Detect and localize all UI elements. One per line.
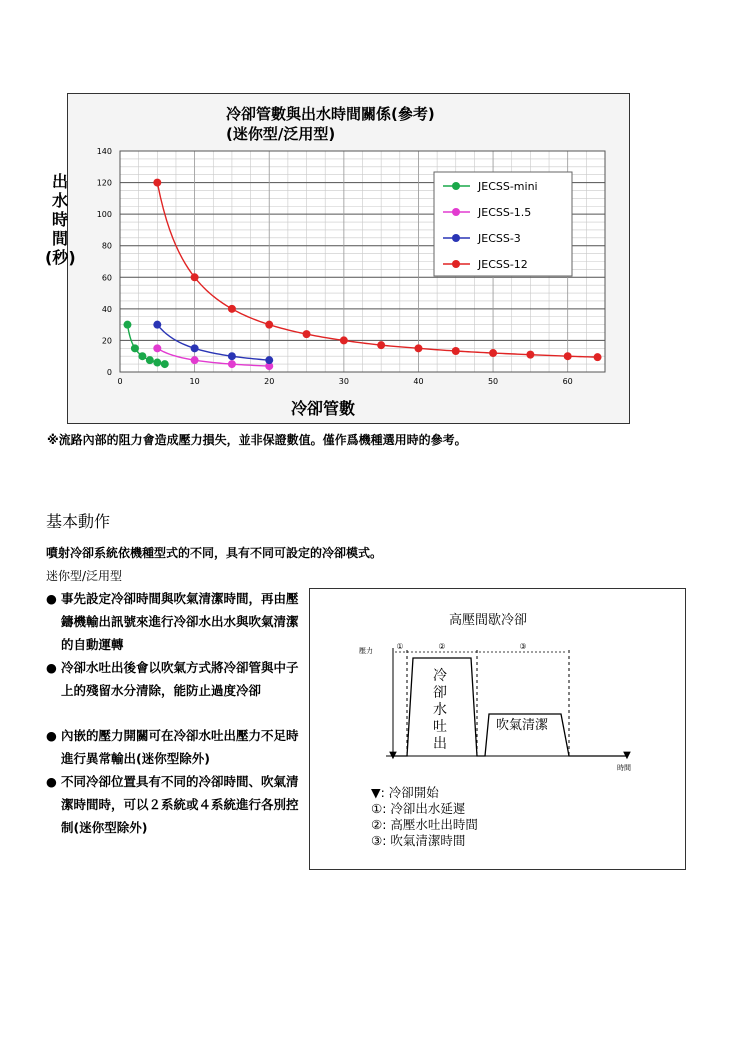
- legend-mark: ②: [371, 817, 383, 832]
- x-tick-label: 0: [117, 377, 123, 386]
- chart-subtitle: (迷你型/泛用型): [226, 125, 336, 143]
- data-point: [131, 344, 139, 352]
- legend-mark: ▼: [371, 785, 381, 800]
- bullet-icon: ●: [46, 728, 57, 743]
- diagram-x-label: 時間: [617, 764, 631, 772]
- data-point: [228, 305, 236, 313]
- legend-text: : 冷卻開始: [380, 785, 439, 800]
- phase-label-3: ③: [519, 642, 527, 651]
- subtype-label: 迷你型/泛用型: [46, 569, 123, 583]
- intro-text: 噴射冷卻系統依機種型式的不同，具有不同可設定的冷卻模式。: [46, 546, 383, 560]
- legend-swatch-dot: [452, 182, 460, 190]
- y-tick-label: 40: [101, 304, 112, 314]
- data-point: [191, 356, 199, 364]
- chart-note: ※流路內部的阻力會造成壓力損失，並非保證數值。僅作爲機種選用時的參考。: [47, 433, 467, 447]
- data-point: [594, 353, 602, 361]
- legend-text: : 冷卻出水延遲: [382, 801, 466, 816]
- diagram-title: 高壓間歇冷卻: [449, 613, 528, 628]
- x-axis-label: 冷卻管數: [290, 399, 356, 418]
- bullet-text: 事先設定冷卻時間與吹氣清潔時間，再由壓鑄機輸出訊號來進行冷卻水出水與吹氣清潔的自動運轉: [61, 591, 299, 652]
- y-tick-label: 120: [96, 178, 112, 188]
- diagram-legend-item: [371, 785, 439, 801]
- x-tick-label: 30: [338, 377, 349, 386]
- data-point: [191, 273, 199, 281]
- data-point: [153, 321, 161, 329]
- data-point: [489, 349, 497, 357]
- bullet-icon: ●: [46, 774, 57, 789]
- data-point: [526, 351, 534, 359]
- data-point: [153, 359, 161, 367]
- legend-text: : 高壓水吐出時間: [382, 817, 478, 832]
- data-point: [228, 352, 236, 360]
- data-point: [153, 179, 161, 187]
- data-point: [123, 321, 131, 329]
- start-marker-icon: ▼: [389, 750, 397, 761]
- data-point: [161, 360, 169, 368]
- bullet-text: 冷卻水吐出後會以吹氣方式將冷卻管與中子上的殘留水分清除，能防止過度冷卻: [61, 660, 299, 698]
- data-point: [228, 360, 236, 368]
- y-tick-label: 100: [96, 210, 112, 220]
- bullet-icon: ●: [46, 591, 57, 606]
- pressure-pulse: [393, 658, 627, 756]
- chart-title-line1: 冷卻管數與出水時間關係(參考): [226, 105, 435, 123]
- data-point: [414, 344, 422, 352]
- legend-swatch-dot: [452, 208, 460, 216]
- legend-label: JECSS-1.5: [478, 206, 532, 219]
- block1-char: 卻: [433, 685, 447, 701]
- x-tick-label: 60: [562, 377, 573, 386]
- data-point: [191, 344, 199, 352]
- block1-char: 吐: [433, 719, 447, 735]
- y-tick-label: 140: [96, 147, 112, 156]
- y-tick-label: 0: [106, 368, 112, 377]
- phase-label-1: ①: [396, 642, 404, 651]
- block1-label: [433, 668, 447, 752]
- legend-label: JECSS-12: [478, 258, 528, 271]
- chart-legend: [434, 172, 572, 276]
- y-tick-label: 60: [101, 273, 112, 283]
- legend-label: JECSS-mini: [478, 180, 538, 193]
- data-point: [153, 344, 161, 352]
- bullet-item: [46, 587, 308, 656]
- diagram-legend-item: [371, 801, 465, 817]
- data-point: [564, 352, 572, 360]
- y-tick-label: 80: [101, 241, 112, 251]
- legend-swatch-dot: [452, 234, 460, 242]
- legend-swatch-dot: [452, 260, 460, 268]
- data-point: [265, 321, 273, 329]
- data-point: [377, 341, 385, 349]
- bullet-text: 內嵌的壓力開關可在冷卻水吐出壓力不足時進行異常輸出(迷你型除外): [61, 728, 299, 766]
- block1-char: 水: [433, 702, 447, 718]
- data-point: [452, 347, 460, 355]
- diagram-legend-item: [371, 817, 478, 833]
- end-marker-icon: ▼: [623, 750, 631, 761]
- legend-label: JECSS-3: [478, 232, 521, 245]
- bullet-icon: ●: [46, 660, 57, 675]
- x-tick-label: 40: [413, 377, 424, 386]
- block1-char: 出: [433, 736, 447, 752]
- y-axis-label: 出水時間(秒): [45, 172, 76, 267]
- chart-title: [226, 104, 435, 144]
- y-tick-label: 20: [101, 336, 112, 346]
- diagram-legend-item: [371, 833, 465, 849]
- data-point: [138, 352, 146, 360]
- legend-mark: ①: [371, 801, 383, 816]
- bullet-item: [46, 770, 308, 839]
- data-point: [265, 356, 273, 364]
- block1-char: 冷: [433, 668, 447, 684]
- data-point: [146, 356, 154, 364]
- legend-mark: ③: [371, 833, 383, 848]
- diagram-y-label: 壓力: [359, 647, 373, 655]
- bullet-item: [46, 656, 308, 702]
- x-tick-label: 10: [189, 377, 200, 386]
- data-point: [340, 336, 348, 344]
- block2-label: 吹氣清潔: [496, 718, 549, 733]
- phase-label-2: ②: [438, 642, 446, 651]
- bullet-text: 不同冷卻位置具有不同的冷卻時間、吹氣清潔時間時，可以２系統或４系統進行各別控制(迷你型除外): [61, 774, 299, 835]
- x-tick-label: 20: [264, 377, 275, 386]
- section-heading: 基本動作: [46, 512, 111, 531]
- legend-text: : 吹氣清潔時間: [382, 833, 466, 848]
- bullet-item: [46, 724, 308, 770]
- data-point: [303, 330, 311, 338]
- timing-diagram: [309, 588, 686, 870]
- x-tick-label: 50: [487, 377, 499, 386]
